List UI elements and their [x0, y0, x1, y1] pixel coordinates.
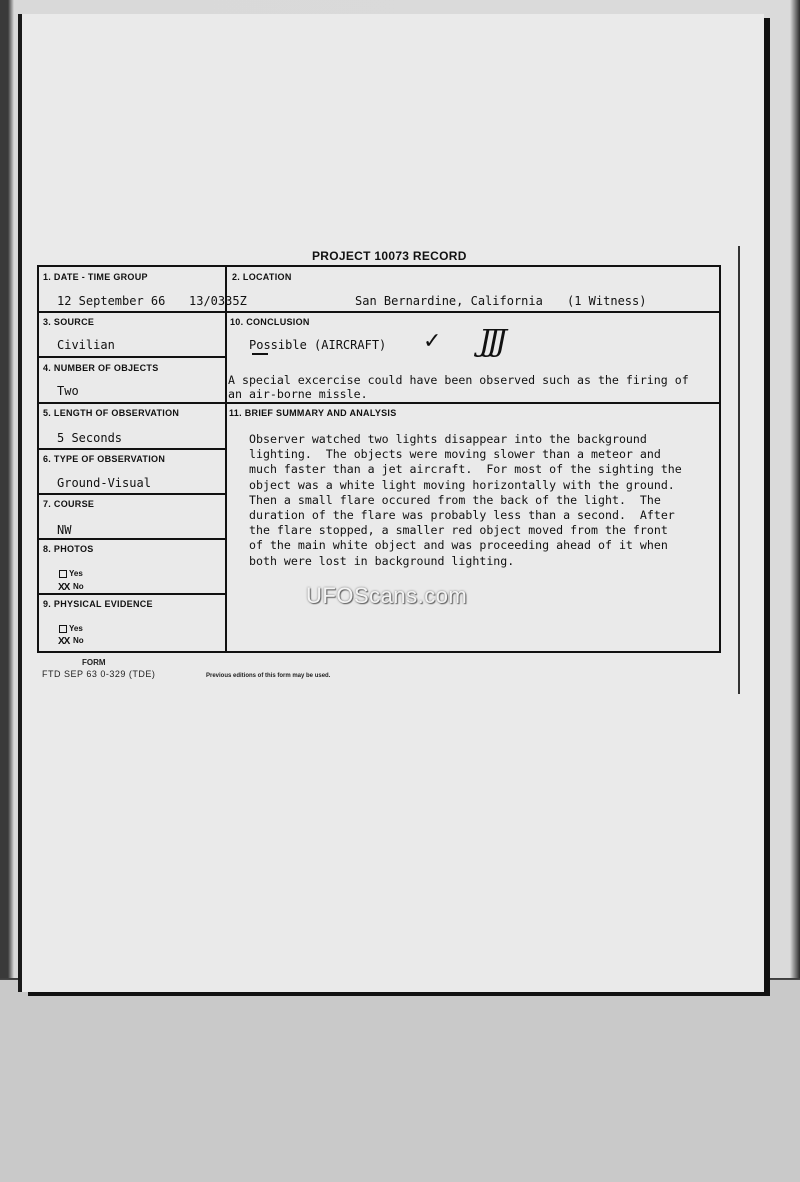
length-label: 5. LENGTH OF OBSERVATION [43, 408, 180, 418]
row-divider [39, 356, 227, 358]
row-divider [39, 311, 719, 313]
photos-label: 8. PHOTOS [43, 544, 94, 554]
evidence-no-mark: XX [58, 636, 70, 647]
evidence-no-label: No [73, 636, 84, 645]
evidence-yes-label: Yes [69, 624, 83, 633]
summary-label: 11. BRIEF SUMMARY AND ANALYSIS [229, 408, 397, 418]
photos-yes-checkbox [59, 570, 67, 578]
conclusion-label: 10. CONCLUSION [230, 317, 310, 327]
row-divider [39, 538, 227, 540]
footer-previous-editions: Previous editions of this form may be used. [206, 673, 331, 679]
lower-sheet [0, 980, 800, 1182]
source-label: 3. SOURCE [43, 317, 95, 327]
row-divider [39, 448, 227, 450]
source-value: Civilian [57, 338, 115, 352]
type-value: Ground-Visual [57, 476, 151, 490]
margin-line [738, 246, 740, 694]
location-label: 2. LOCATION [232, 272, 292, 282]
course-value: NW [57, 523, 72, 537]
page-title: PROJECT 10073 RECORD [312, 249, 467, 263]
check-mark: ✓ [423, 329, 442, 354]
evidence-yes-checkbox [59, 625, 67, 633]
objects-value: Two [57, 384, 79, 398]
date-label: 1. DATE - TIME GROUP [43, 272, 148, 282]
conclusion-value: Possible (AIRCRAFT) [249, 338, 387, 352]
photos-no-mark: XX [58, 582, 70, 593]
date-value: 12 September 66 [57, 294, 166, 308]
evidence-label: 9. PHYSICAL EVIDENCE [43, 599, 153, 609]
summary-text: Observer watched two lights disappear into the background lighting. The objects were moving slower than a meteor and much faster than a jet aircraft. For most of the sighting the object was a white light moving horizontally with the ground. Then a small flare occured from the back of the light. The duration of the flare was probably less than a second. After the flare stopped, a smaller red object moved from the front of the main white object and was proceeding ahead of it when both were lost in background lighting. [249, 432, 682, 568]
row-divider [39, 493, 227, 495]
row-divider [225, 402, 719, 404]
footer-form-label: FORM [82, 658, 106, 667]
objects-label: 4. NUMBER OF OBJECTS [43, 363, 159, 373]
footer-form-number: FTD SEP 63 0-329 (TDE) [42, 669, 156, 679]
type-label: 6. TYPE OF OBSERVATION [43, 454, 166, 464]
row-divider [39, 593, 227, 595]
photos-no-label: No [73, 582, 84, 591]
initials-signature: JJJ [479, 324, 504, 359]
underline-mark [252, 353, 268, 355]
row-divider [39, 402, 227, 404]
length-value: 5 Seconds [57, 431, 123, 445]
watermark: UFOScans.com [306, 583, 468, 608]
course-label: 7. COURSE [43, 499, 95, 509]
time-value: 13/0335Z [189, 294, 247, 308]
witness-count: (1 Witness) [567, 294, 647, 308]
photos-yes-label: Yes [69, 569, 83, 578]
conclusion-note: A special excercise could have been observed such as the firing of an air-borne missle. [228, 373, 689, 401]
location-value: San Bernardine, California [355, 294, 543, 308]
